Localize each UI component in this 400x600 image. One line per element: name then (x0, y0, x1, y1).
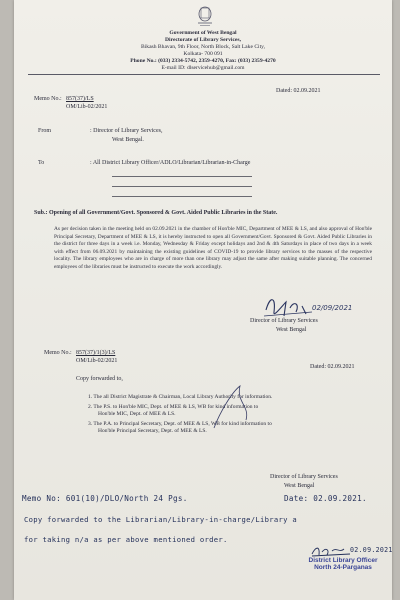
memo2-label: Memo No.: (44, 350, 72, 356)
signatory-place: West Bengal (276, 327, 307, 333)
blank-line (112, 186, 252, 187)
handwritten-instruction-line: for taking n/a as per above mentioned order. (24, 535, 228, 544)
memo2-dated: Dated: 02.09.2021 (310, 364, 355, 370)
emblem-icon (190, 4, 220, 28)
body-paragraph: As per decision taken in the meeting held on 02.09.2021 in the chamber of Hon'ble MIC, Department of MEE & LS, and also approval of Hon'ble Principal Secretary, Department of MEE & LS, it is hereby instructed to open all Government/Govt. Sponsored & Govt. Aided Public Libraries in the district for three days in a week i.e. Monday, Wednesday & Friday except holidays and 2nd & 4th Saturdays in place of two days in a week with effect from 06.09.2021 by maintaining the existing guidelines of COVID-19 to provide library services to the masses of the respective locality. The library employees who are in charge of more than one library may adjust the same after making suitable planning. The concerned employees of the libraries must be instructed to execute the work accordingly. (54, 226, 372, 270)
blank-line (112, 196, 252, 197)
cc-item-3: 3. The P.A. to Principal Secretary, Dept. of MEE & LS, WB for kind information to (88, 421, 272, 427)
to-recipient: : All District Library Officer/ADLO/Librarian/Librarian-in-Charge (90, 160, 251, 166)
memo-dated: Dated: 02.09.2021 (276, 88, 321, 94)
handwritten-date: Date: 02.09.2021. (284, 494, 367, 503)
handwritten-memo: Memo No: 601(10)/DLO/North 24 Pgs. (22, 494, 188, 503)
dlo-stamp-district: North 24-Parganas (314, 564, 372, 571)
from-line2: West Bengal. (112, 137, 144, 143)
dlo-signature (310, 544, 354, 558)
memo2-ref: OM/Lib-02/2021 (76, 358, 118, 364)
memo2-number: 857(37)/1(3)/LS (76, 350, 116, 356)
letterhead-city: Kolkata- 700 091 (183, 51, 223, 57)
signature-date: 02/09/2021 (312, 304, 353, 312)
letterhead-address: Bikash Bhavan, 9th Floor, North Block, Salt Lake City, (140, 44, 266, 50)
cc-item-2-cont: Hon'ble MIC, Dept. of MEE & LS. (98, 411, 176, 417)
copy-forwarded-label: Copy forwarded to, (76, 376, 123, 382)
letterhead-divider (28, 74, 380, 75)
signatory2-place: West Bengal (284, 483, 315, 489)
subject-line: Sub.: Opening of all Government/Govt. Sponsored & Govt. Aided Public Libraries in the State. (34, 210, 278, 216)
handwritten-forward-line: Copy forwarded to the Librarian/Library-in-charge/Library a (24, 515, 298, 524)
signatory-title: Director of Library Services (250, 318, 318, 324)
blank-line (112, 176, 252, 177)
document-page (14, 0, 392, 600)
to-label: To (38, 160, 45, 166)
letterhead-government: Government of West Bengal (169, 30, 237, 36)
letterhead-directorate: Directorate of Library Services, (164, 37, 241, 43)
from-line1: : Director of Library Services, (90, 128, 163, 134)
cc-item-1: 1. The all District Magistrate & Chairman, Local Library Authority for information. (88, 394, 273, 400)
cc-item-2: 2. The P.S. to Hon'ble MIC, Dept. of MEE & LS, WB for kind information to (88, 404, 259, 410)
signatory2-title: Director of Library Services (270, 474, 338, 480)
memo-number: 857(37)/LS (66, 96, 94, 102)
dlo-stamp-title: District Library Officer (308, 557, 378, 564)
memo-label: Memo No.: (34, 96, 62, 102)
from-label: From (38, 128, 52, 134)
letterhead-email: E-mail ID: dlservicehub@gmail.com (161, 65, 245, 71)
dlo-sign-date: 02.09.2021 (350, 546, 393, 554)
letterhead-phone: Phone No.: (033) 2334-5742, 2359-4270, Fax: (033) 2359-4270 (130, 58, 276, 64)
memo-ref: OM/Lib-02/2021 (66, 104, 108, 110)
countersignature-mark (210, 382, 270, 432)
cc-item-3-cont: Hon'ble Principal Secretary, Dept. of MEE & LS. (98, 428, 207, 434)
